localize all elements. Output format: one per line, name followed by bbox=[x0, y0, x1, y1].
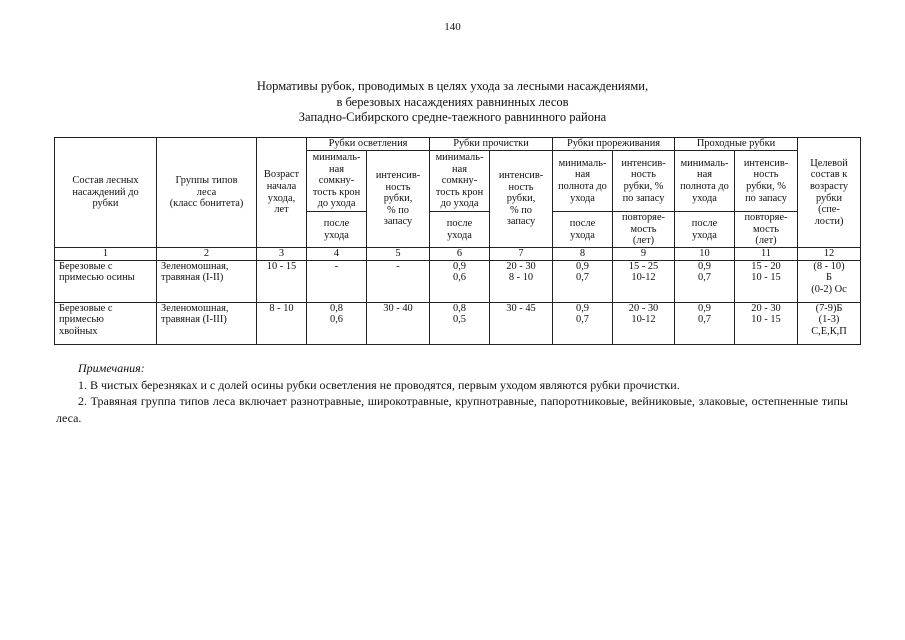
header-min-density-thinning: минималь- ная полнота до ухода bbox=[553, 151, 613, 212]
header-target-composition: Целевой состав к возрасту рубки (спе- лости) bbox=[798, 138, 861, 248]
column-number: 3 bbox=[257, 248, 307, 261]
cell-composition: Березовые с примесью осины bbox=[55, 260, 157, 302]
cell-composition: Березовые с примесью хвойных bbox=[55, 302, 157, 344]
title-line-2: в березовых насаждениях равнинных лесов bbox=[336, 94, 569, 109]
title-line-1: Нормативы рубок, проводимых в целях ухода за лесными насаждениями, bbox=[256, 79, 649, 93]
header-composition: Состав лесных насаждений до рубки bbox=[55, 138, 157, 248]
header-after-care-passing: после ухода bbox=[675, 212, 735, 248]
page-number: 140 bbox=[444, 21, 461, 33]
cell-target-composition: (8 - 10) Б (0-2) Ос bbox=[798, 260, 861, 302]
column-number: 6 bbox=[430, 248, 490, 261]
header-after-care-thinning: после ухода bbox=[553, 212, 613, 248]
cell-forest-types: Зеленомошная, травяная (I-III) bbox=[157, 302, 257, 344]
header-age: Возраст начала ухода, лет bbox=[257, 138, 307, 248]
header-clarification: Рубки осветления bbox=[307, 138, 430, 151]
title-line-3: Западно-Сибирского средне-таежного равнинного района bbox=[298, 110, 607, 124]
cell-age: 10 - 15 bbox=[257, 260, 307, 302]
cell-intensity-thinning: 20 - 30 10-12 bbox=[613, 302, 675, 344]
column-number: 2 bbox=[157, 248, 257, 261]
cell-min-closure-clarification: 0,8 0,6 bbox=[307, 302, 367, 344]
notes-heading: Примечания: bbox=[78, 361, 145, 375]
cell-intensity-cleaning: 30 - 45 bbox=[490, 302, 553, 344]
header-min-density-passing: минималь- ная полнота до ухода bbox=[675, 151, 735, 212]
header-intensity-clarification: интенсив- ность рубки, % по запасу bbox=[367, 151, 430, 248]
column-number: 12 bbox=[798, 248, 861, 261]
table-row bbox=[55, 260, 861, 302]
note-item: 2. Травяная группа типов леса включает разнотравные, широкотравные, крупнотравные, папоротниковые, вейниковые, злаковые, остепненные типы леса. bbox=[56, 394, 848, 425]
column-number-row bbox=[55, 248, 861, 261]
cell-intensity-cleaning: 20 - 30 8 - 10 bbox=[490, 260, 553, 302]
cell-min-density-passing: 0,9 0,7 bbox=[675, 260, 735, 302]
column-number: 8 bbox=[553, 248, 613, 261]
header-intensity-passing: интенсив- ность рубки, % по запасу bbox=[735, 151, 798, 212]
header-thinning: Рубки прореживания bbox=[553, 138, 675, 151]
header-forest-types: Группы типов леса (класс бонитета) bbox=[157, 138, 257, 248]
norms-table bbox=[54, 137, 861, 345]
column-number: 10 bbox=[675, 248, 735, 261]
cell-min-density-thinning: 0,9 0,7 bbox=[553, 260, 613, 302]
header-after-care-cleaning: после ухода bbox=[430, 212, 490, 248]
column-number: 1 bbox=[55, 248, 157, 261]
cell-forest-types: Зеленомошная, травяная (I-II) bbox=[157, 260, 257, 302]
column-number: 7 bbox=[490, 248, 553, 261]
header-min-closure-cleaning: минималь- ная сомкну- тость крон до ухода bbox=[430, 151, 490, 212]
table-row bbox=[55, 302, 861, 344]
column-number: 9 bbox=[613, 248, 675, 261]
header-after-care-clarification: после ухода bbox=[307, 212, 367, 248]
header-repeat-thinning: повторяе- мость (лет) bbox=[613, 212, 675, 248]
column-number: 11 bbox=[735, 248, 798, 261]
cell-min-density-thinning: 0,9 0,7 bbox=[553, 302, 613, 344]
cell-min-closure-cleaning: 0,8 0,5 bbox=[430, 302, 490, 344]
header-repeat-passing: повторяе- мость (лет) bbox=[735, 212, 798, 248]
cell-intensity-passing: 15 - 20 10 - 15 bbox=[735, 260, 798, 302]
header-intensity-thinning: интенсив- ность рубки, % по запасу bbox=[613, 151, 675, 212]
cell-age: 8 - 10 bbox=[257, 302, 307, 344]
column-number: 4 bbox=[307, 248, 367, 261]
cell-intensity-clarification: - bbox=[367, 260, 430, 302]
cell-min-density-passing: 0,9 0,7 bbox=[675, 302, 735, 344]
note-item: 1. В чистых березняках и с долей осины рубки осветления не проводятся, первым уходом являются рубки прочистки. bbox=[78, 377, 680, 392]
cell-target-composition: (7-9)Б (1-3) С,Е,К,П bbox=[798, 302, 861, 344]
header-intensity-cleaning: интенсив- ность рубки, % по запасу bbox=[490, 151, 553, 248]
notes-section bbox=[56, 360, 848, 426]
header-min-closure-clarification: минималь- ная сомкну- тость крон до ухода bbox=[307, 151, 367, 212]
cell-intensity-passing: 20 - 30 10 - 15 bbox=[735, 302, 798, 344]
header-cleaning: Рубки прочистки bbox=[430, 138, 553, 151]
document-title bbox=[0, 79, 905, 126]
cell-min-closure-cleaning: 0,9 0,6 bbox=[430, 260, 490, 302]
column-number: 5 bbox=[367, 248, 430, 261]
header-passing: Проходные рубки bbox=[675, 138, 798, 151]
cell-intensity-clarification: 30 - 40 bbox=[367, 302, 430, 344]
cell-min-closure-clarification: - bbox=[307, 260, 367, 302]
cell-intensity-thinning: 15 - 25 10-12 bbox=[613, 260, 675, 302]
